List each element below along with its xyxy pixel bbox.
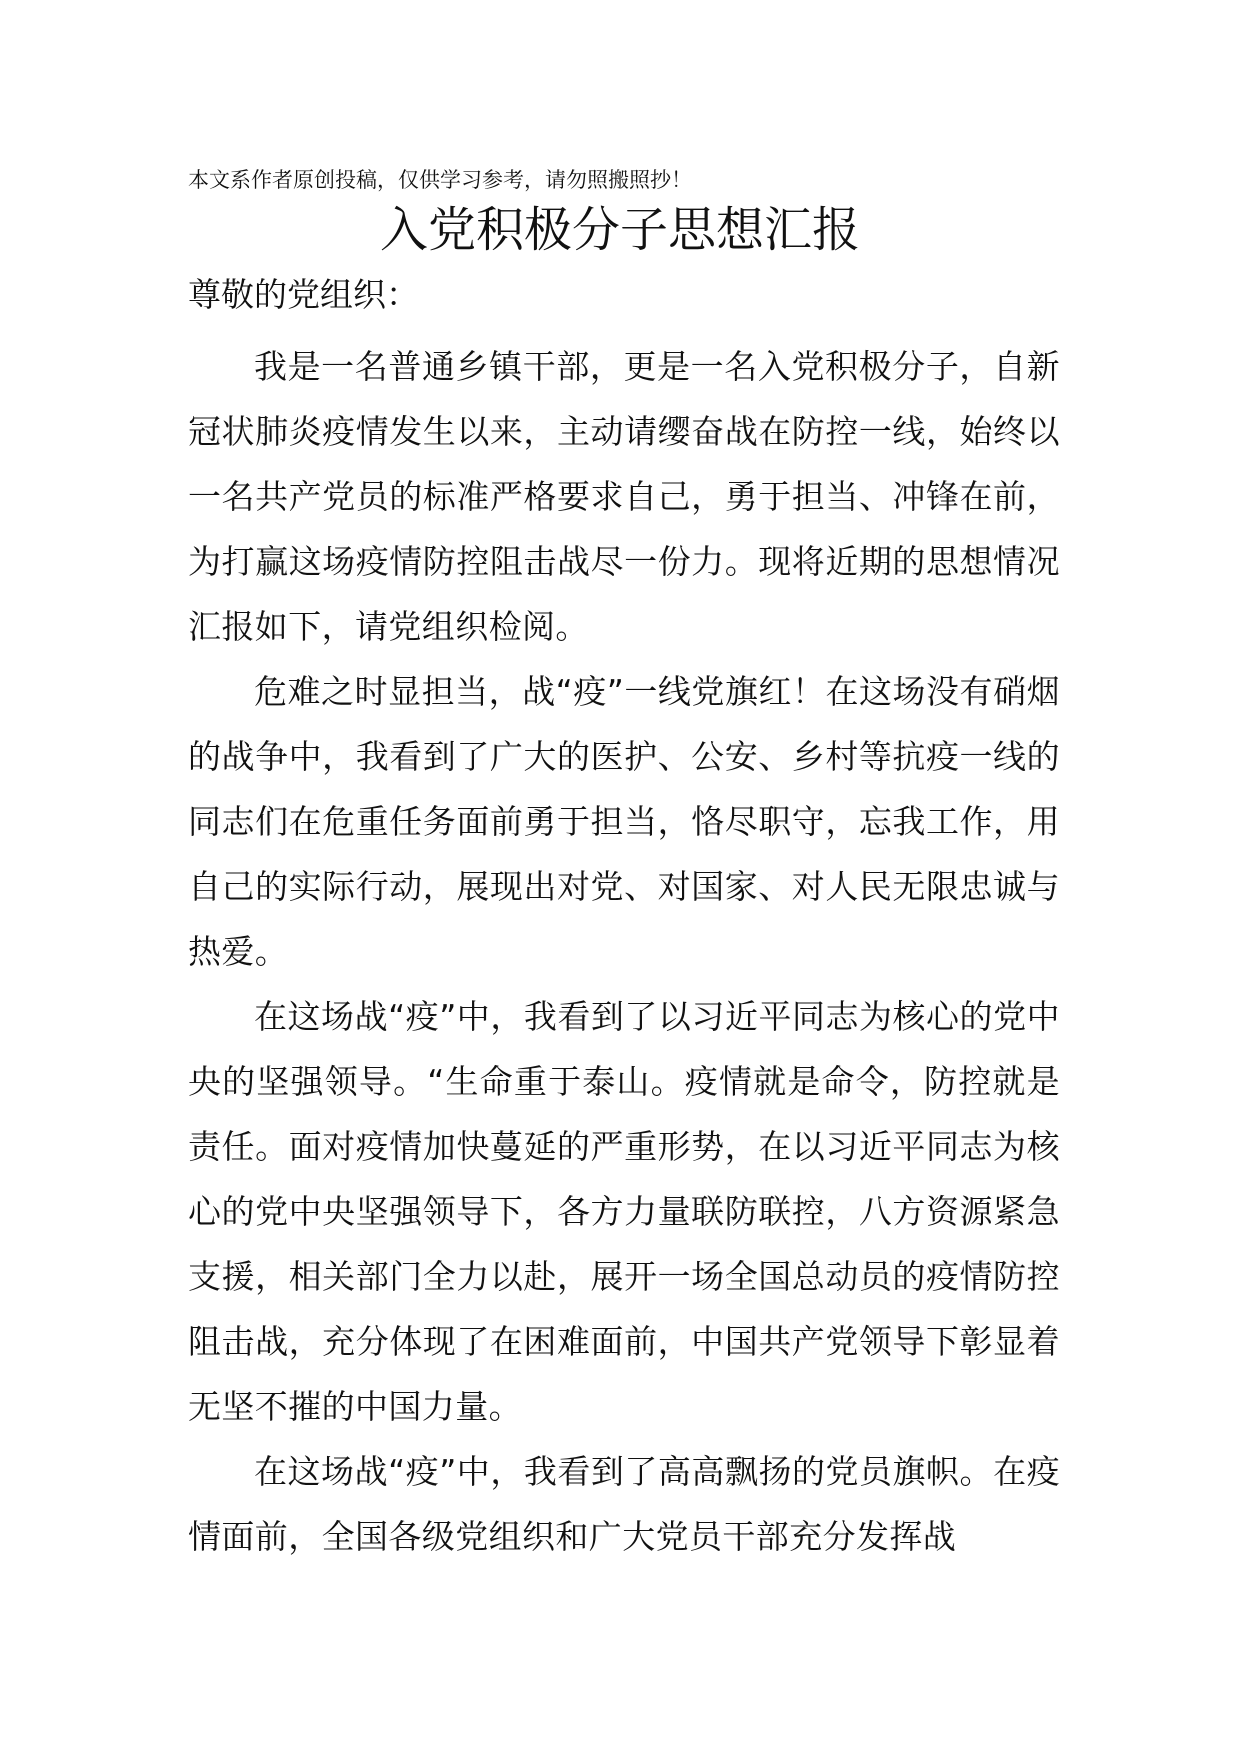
document-body bbox=[188, 334, 1060, 1569]
paragraph: 危难之时显担当，战“疫”一线党旗红！在这场没有硝烟的战争中，我看到了广大的医护、公安、乡村等抗疫一线的同志们在危重任务面前勇于担当，恪尽职守，忘我工作，用自己的实际行动，展现出对党、对国家、对人民无限忠诚与热爱。 bbox=[188, 672, 1060, 971]
paragraph: 在这场战“疫”中，我看到了高高飘扬的党员旗帜。在疫情面前，全国各级党组织和广大党员干部充分发挥战 bbox=[188, 1452, 1060, 1556]
document-title: 入党积极分子思想汇报 bbox=[379, 202, 860, 258]
salutation: 尊敬的党组织： bbox=[188, 275, 419, 314]
copyright-notice: 本文系作者原创投稿，仅供学习参考，请勿照搬照抄！ bbox=[188, 168, 692, 192]
paragraph: 我是一名普通乡镇干部，更是一名入党积极分子，自新冠状肺炎疫情发生以来，主动请缨奋战在防控一线，始终以一名共产党员的标准严格要求自己，勇于担当、冲锋在前，为打赢这场疫情防控阻击战尽一份力。现将近期的思想情况汇报如下，请党组织检阅。 bbox=[188, 347, 1060, 646]
paragraph: 在这场战“疫”中，我看到了以习近平同志为核心的党中央的坚强领导。“生命重于泰山。疫情就是命令，防控就是责任。面对疫情加快蔓延的严重形势，在以习近平同志为核心的党中央坚强领导下，各方力量联防联控，八方资源紧急支援，相关部门全力以赴，展开一场全国总动员的疫情防控阻击战，充分体现了在困难面前，中国共产党领导下彰显着无坚不摧的中国力量。 bbox=[188, 997, 1060, 1426]
